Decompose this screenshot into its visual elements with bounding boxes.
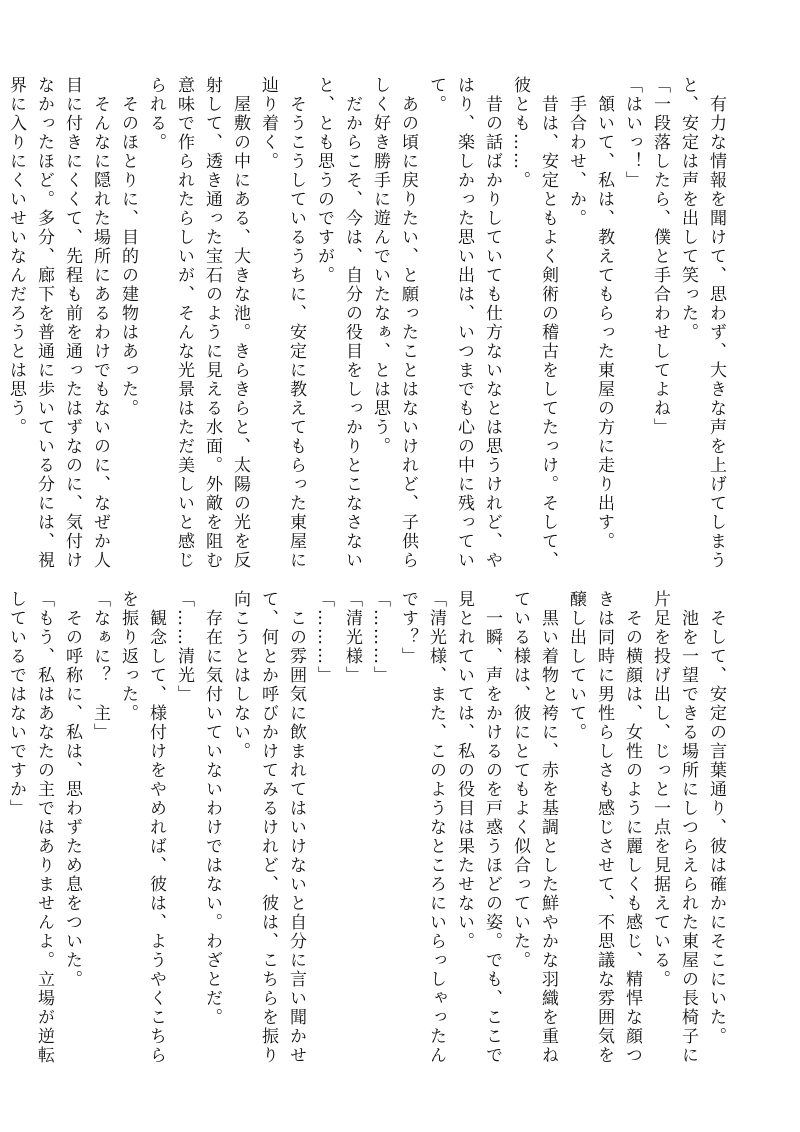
- text-line: 「もう、私はあなたの主ではありませんよ。立場が逆転: [34, 590, 54, 1065]
- text-line: 目に付きにくくて、先程も前を通ったはずなのに、気付け: [62, 76, 82, 570]
- text-line: 昔は、安定ともよく剣術の稽古をしてたっけ。そして、: [538, 76, 558, 570]
- lower-text-block: [6, 590, 730, 1065]
- text-line: 屋敷の中にある、大きな池。きらきらと、太陽の光を反: [230, 76, 250, 570]
- text-line: 「なぁに？ 主」: [90, 590, 110, 742]
- text-line: だからこそ、今は、自分の役目をしっかりとこなさない: [342, 76, 362, 570]
- text-line: 池を一望できる場所にしつらえられた東屋の長椅子に: [678, 590, 698, 1065]
- text-line: 黒い着物と袴に、赤を基調とした鮮やかな羽織を重ね: [538, 590, 558, 1065]
- upper-text-block: [6, 76, 730, 570]
- text-line: られる。: [146, 76, 166, 152]
- text-line: はり、楽しかった思い出は、いつまでも心の中に残ってい: [454, 76, 474, 570]
- text-line: て、何とか呼びかけてみるけれど、彼は、こちらを振り: [258, 590, 278, 1065]
- text-line: 昔の話ばかりしていても仕方ないなとは思うけれど、や: [482, 76, 502, 570]
- text-line: て。: [426, 76, 446, 114]
- text-line: 醸し出していて。: [566, 590, 586, 742]
- text-line: そのほとりに、目的の建物はあった。: [118, 76, 138, 418]
- text-line: 辿り着く。: [258, 76, 278, 171]
- text-line: ている様は、彼にとてもよく似合っていた。: [510, 590, 530, 970]
- text-line: 一瞬、声をかけるのを戸惑うほどの姿。でも、ここで: [482, 590, 502, 1065]
- text-line: そんなに隠れた場所にあるわけでもないのに、なぜか人: [90, 76, 110, 570]
- text-line: 手合わせ、か。: [566, 76, 586, 228]
- text-line: 「……清光」: [174, 590, 194, 704]
- text-line: 「一段落したら、僕と手合わせしてよね」: [650, 76, 670, 437]
- text-line: 「清光様」: [342, 590, 362, 685]
- text-line: 有力な情報を聞けて、思わず、大きな声を上げてしまう: [706, 76, 726, 570]
- text-line: 「はいっ！」: [622, 76, 642, 190]
- text-line: しているではないですか」: [6, 590, 26, 818]
- text-line: 見とれていては、私の役目は果たせない。: [454, 590, 474, 951]
- text-line: 向こうとはしない。: [230, 590, 250, 761]
- text-line: きは同時に男性らしさも感じさせて、不思議な雰囲気を: [594, 590, 614, 1065]
- text-line: 「清光様、また、このようなところにいらっしゃったん: [426, 590, 446, 1065]
- text-line: なかったほど。多分、廊下を普通に歩いている分には、視: [34, 76, 54, 570]
- text-line: 意味で作られたらしいが、そんな光景はただ美しいと感じ: [174, 76, 194, 570]
- text-line: しく好き勝手に遊んでいたなぁ、とは思う。: [370, 76, 390, 456]
- text-line: この雰囲気に飲まれてはいけないと自分に言い聞かせ: [286, 590, 306, 1065]
- text-line: 彼とも……。: [510, 76, 530, 190]
- text-line: 「………」: [370, 590, 390, 685]
- text-line: 頷いて、私は、教えてもらった東屋の方に走り出す。: [594, 76, 614, 551]
- text-line: そうこうしているうちに、安定に教えてもらった東屋に: [286, 76, 306, 570]
- text-line: 観念して、様付けをやめれば、彼は、ようやくこちら: [146, 590, 166, 1065]
- text-line: そして、安定の言葉通り、彼は確かにそこにいた。: [706, 590, 726, 1046]
- text-line: 存在に気付いていないわけではない。わざとだ。: [202, 590, 222, 1027]
- text-line: 片足を投げ出し、じっと一点を見据えている。: [650, 590, 670, 989]
- text-line: と、安定は声を出して笑った。: [678, 76, 698, 342]
- text-line: 射して、透き通った宝石のように見える水面。外敵を阻む: [202, 76, 222, 570]
- text-line: 「………」: [314, 590, 334, 685]
- text-line: 界に入りにくいせいなんだろうとは思う。: [6, 76, 26, 437]
- text-line: その呼称に、私は、思わずため息をついた。: [62, 590, 82, 989]
- text-line: です？」: [398, 590, 418, 666]
- text-line: あの頃に戻りたい、と願ったことはないけれど、子供ら: [398, 76, 418, 570]
- text-line: を振り返った。: [118, 590, 138, 723]
- text-line: その横顔は、女性のように麗しくも感じ、精悍な顔つ: [622, 590, 642, 1065]
- text-line: と、とも思うのですが。: [314, 76, 334, 285]
